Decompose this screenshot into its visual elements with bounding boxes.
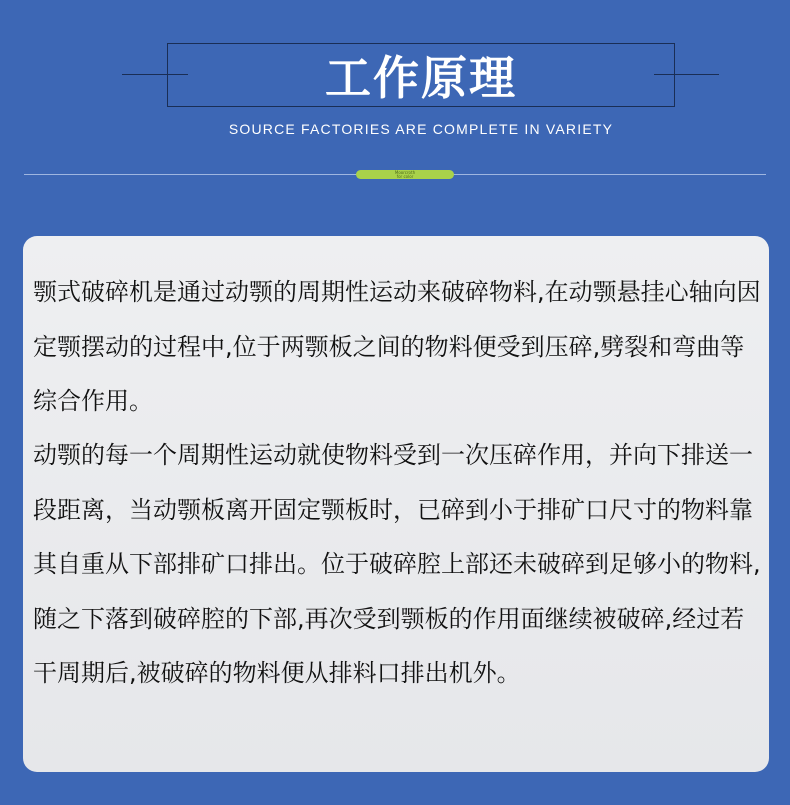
accent-pill-badge <box>356 170 454 179</box>
paragraph-working-principle: 颚式破碎机是通过动颚的周期性运动来破碎物料,在动颚悬挂心轴向因定颚摆动的过程中,位于两颚板之间的物料便受到压碎,劈裂和弯曲等综合作用。 <box>33 278 761 415</box>
page-title: 工作原理 <box>325 51 517 105</box>
page-subtitle: SOURCE FACTORIES ARE COMPLETE IN VARIETY <box>228 121 614 137</box>
paragraph-crushing-cycle: 动颚的每一个周期性运动就使物料受到一次压碎作用，并向下排送一段距离，当动颚板离开固定颚板时，已碎到小于排矿口尺寸的物料靠其自重从下部排矿口排出。位于破碎腔上部还未破碎到足够小的物料,随之下落到破碎腔的下部,再次受到颚板的作用面继续被破碎,经过若干周期后,被破碎的物料便从排料口排出机外。 <box>33 441 761 687</box>
pill-badge-text: Moorcroth for color <box>394 170 416 179</box>
title-frame <box>167 43 675 107</box>
